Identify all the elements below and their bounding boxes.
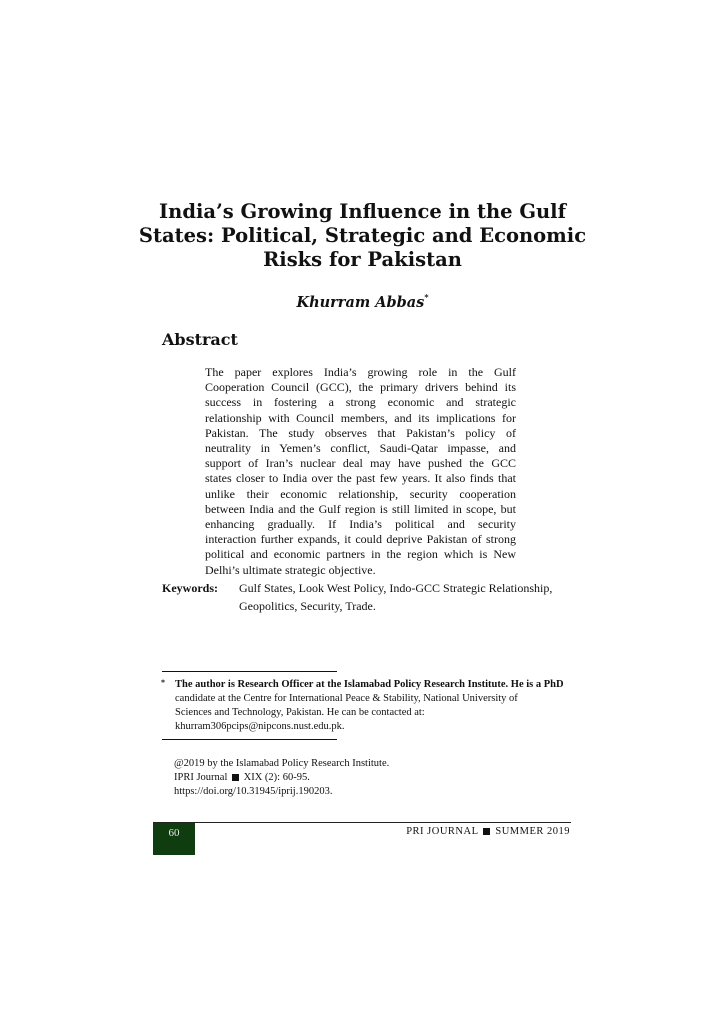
footnote-divider — [162, 671, 337, 672]
copyright-block — [174, 757, 554, 799]
page-number: 60 — [168, 827, 180, 839]
footnote-marker: * — [161, 678, 165, 687]
abstract-line: states closer to India over the past few years. It also finds that — [205, 471, 516, 486]
citation-journal: IPRI Journal — [174, 772, 228, 783]
copyright-line: @2019 by the Islamabad Policy Research Institute. — [174, 758, 390, 769]
abstract-line: between India and the Gulf region is still limited in scope, but — [205, 501, 516, 516]
page-number-box — [153, 823, 195, 855]
author-name: Khurram Abbas — [296, 294, 425, 311]
citation-volume: XIX (2): 60-95. — [243, 772, 310, 783]
keywords-line-1: Gulf States, Look West Policy, Indo-GCC Strategic Relationship, — [239, 581, 553, 595]
footer-rule — [153, 822, 571, 823]
abstract-line: unlike their economic relationship, security cooperation — [205, 486, 516, 501]
doi-link[interactable]: https://doi.org/10.31945/iprij.190203. — [174, 786, 333, 797]
abstract-line: political and economic partners in the region which is New — [205, 547, 516, 562]
author-byline — [0, 294, 725, 311]
keywords-line-2: Geopolitics, Security, Trade. — [239, 599, 376, 613]
abstract-line: success in fostering a strong economic and strategic — [205, 395, 516, 410]
square-bullet-icon — [483, 828, 490, 835]
journal-issue: SUMMER 2019 — [495, 826, 570, 837]
footnote-line-2: candidate at the Centre for International Peace & Stability, National University of — [175, 693, 518, 704]
abstract-line: The paper explores India’s growing role in the Gulf — [205, 365, 516, 379]
footnote-email: khurram306pcips@nipcons.nust.edu.pk. — [175, 721, 345, 732]
abstract-line: Cooperation Council (GCC), the primary drivers behind its — [205, 380, 516, 395]
title-line-3: Risks for Pakistan — [263, 248, 462, 271]
footnote-line-1: The author is Research Officer at the Islamabad Policy Research Institute. He is a PhD — [175, 679, 564, 690]
abstract-line: neutrality in Yemen’s conflict, Saudi-Qatar impasse, and — [205, 441, 516, 456]
journal-name: PRI JOURNAL — [406, 826, 479, 837]
abstract-line: Pakistan. The study observes that Pakistan’s policy of — [205, 425, 516, 440]
title-line-2: States: Political, Strategic and Economic — [138, 224, 587, 247]
paper-title — [100, 200, 625, 272]
abstract-body — [205, 365, 516, 578]
citation-line — [174, 771, 554, 785]
abstract-line: Delhi’s ultimate strategic objective. — [205, 562, 376, 577]
author-footnote-marker: * — [424, 292, 429, 302]
square-bullet-icon — [232, 774, 239, 781]
abstract-line: interaction further expands, it could deprive Pakistan of strong — [205, 532, 516, 547]
abstract-line: enhancing gradually. If India’s political and security — [205, 517, 516, 532]
abstract-heading: Abstract — [162, 330, 238, 349]
abstract-line: support of Iran’s nuclear deal may have pushed the GCC — [205, 456, 516, 471]
keywords-label: Keywords: — [162, 581, 218, 595]
title-line-1: India’s Growing Influence in the Gulf — [159, 200, 566, 223]
copyright-divider — [162, 739, 337, 740]
running-footer — [370, 826, 570, 837]
keywords-list — [239, 579, 579, 615]
author-footnote — [162, 678, 562, 734]
abstract-line: relationship with Council members, and its implications for — [205, 410, 516, 425]
footnote-line-3: Sciences and Technology, Pakistan. He can be contacted at: — [175, 707, 425, 718]
